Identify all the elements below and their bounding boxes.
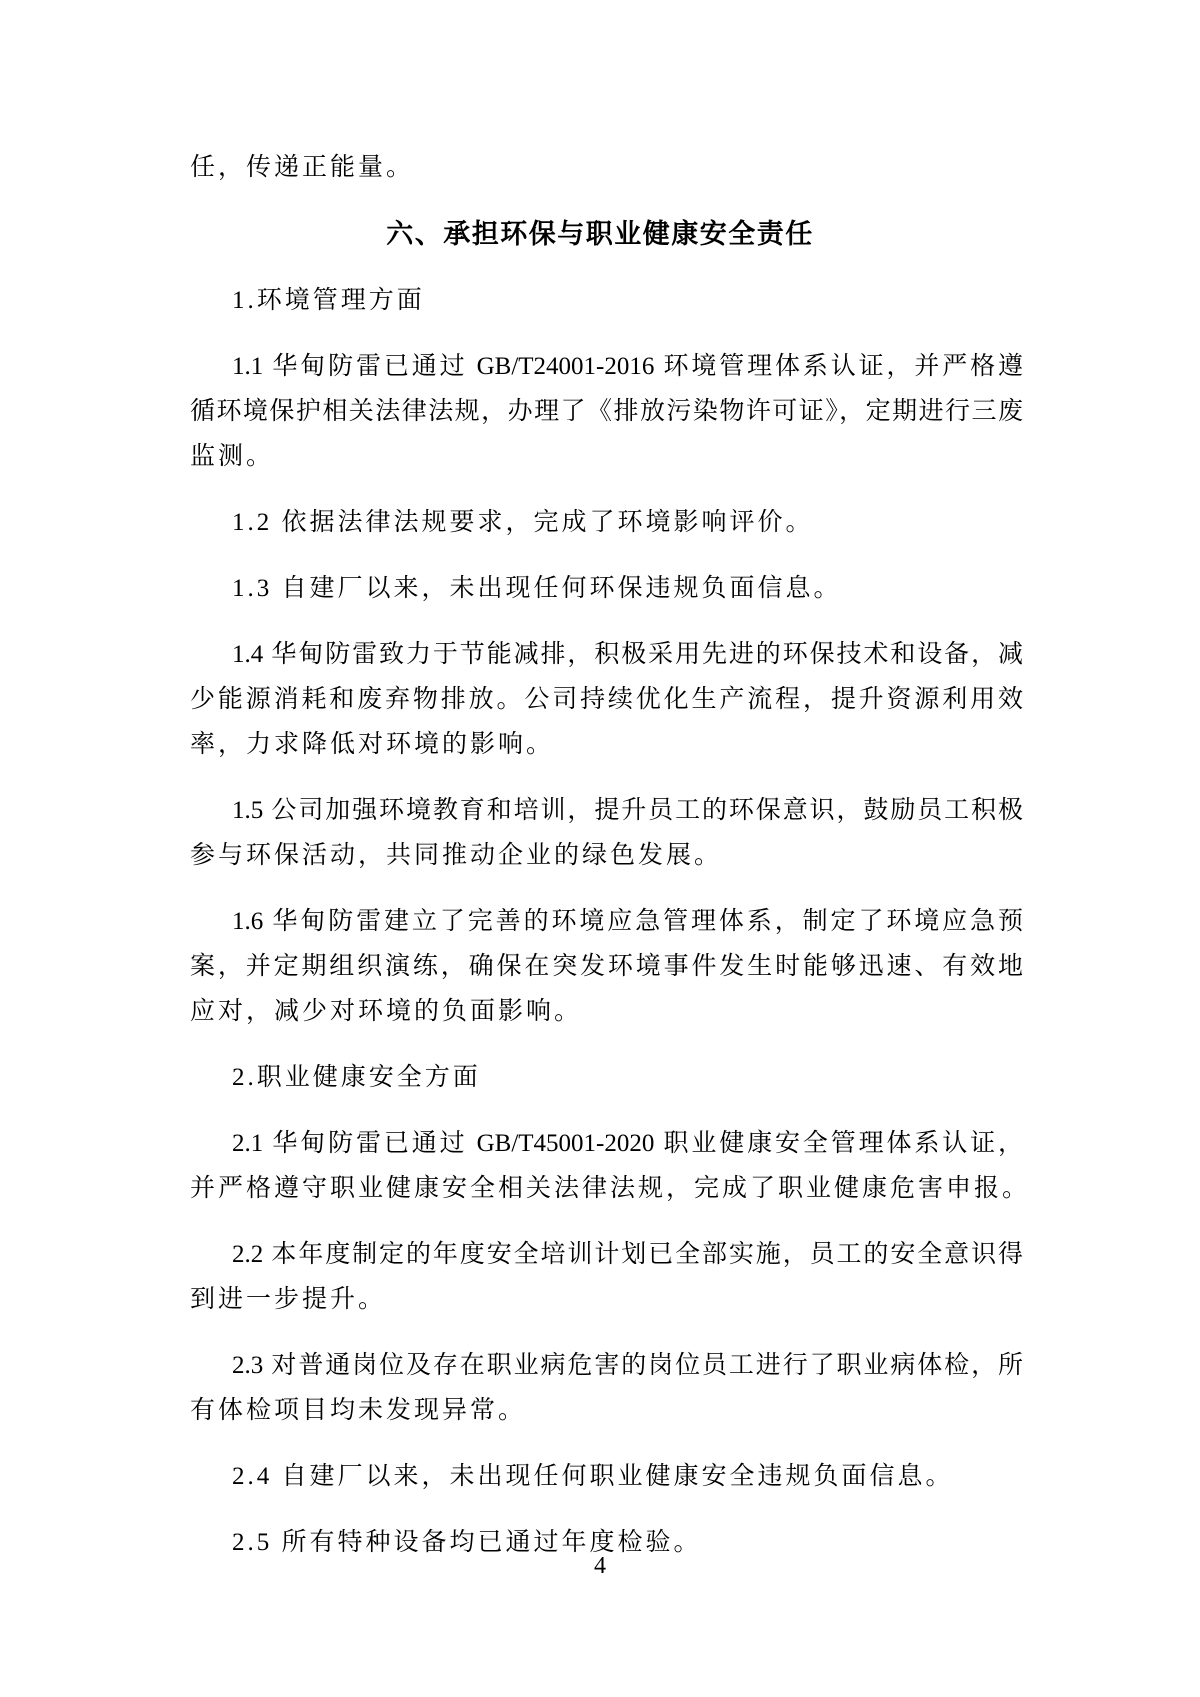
text-line: 1.环境管理方面 <box>232 287 425 314</box>
text-line: 2.3 对普通岗位及存在职业病危害的岗位员工进行了职业病体检，所 <box>232 1352 1023 1379</box>
para-2-4 <box>190 1454 1023 1499</box>
text-line: 并严格遵守职业健康安全相关法律法规，完成了职业健康危害申报。 <box>190 1175 1031 1202</box>
para-ohs-label <box>190 1055 1023 1100</box>
text-line: 有体检项目均未发现异常。 <box>190 1397 527 1424</box>
text-line: 1.3 自建厂以来，未出现任何环保违规负面信息。 <box>232 575 842 602</box>
text-line: 六、承担环保与职业健康安全责任 <box>386 219 814 249</box>
text-line: 2.1 华甸防雷已通过 GB/T45001-2020 职业健康安全管理体系认证， <box>232 1130 1023 1157</box>
para-2-1 <box>190 1121 1031 1211</box>
para-1-3 <box>190 566 1023 611</box>
text-line: 到进一步提升。 <box>190 1286 387 1313</box>
text-line: 2.职业健康安全方面 <box>232 1064 481 1091</box>
para-carryover <box>190 145 1023 190</box>
text-line: 1.1 华甸防雷已通过 GB/T24001-2016 环境管理体系认证，并严格遵 <box>232 353 1023 380</box>
text-line: 2.4 自建厂以来，未出现任何职业健康安全违规负面信息。 <box>232 1463 954 1490</box>
document-body <box>190 145 1031 1586</box>
text-line: 参与环保活动，共同推动企业的绿色发展。 <box>190 842 723 869</box>
para-1-6 <box>190 899 1023 1034</box>
text-line: 监测。 <box>190 443 275 470</box>
text-line: 率，力求降低对环境的影响。 <box>190 731 555 758</box>
text-line: 案，并定期组织演练，确保在突发环境事件发生时能够迅速、有效地 <box>190 953 1023 980</box>
text-line: 2.2 本年度制定的年度安全培训计划已全部实施，员工的安全意识得 <box>232 1241 1023 1268</box>
text-line: 1.6 华甸防雷建立了完善的环境应急管理体系，制定了环境应急预 <box>232 908 1023 935</box>
para-1-2 <box>190 500 1023 545</box>
text-line: 任，传递正能量。 <box>190 154 415 181</box>
text-line: 2.5 所有特种设备均已通过年度检验。 <box>232 1529 702 1556</box>
text-line: 循环境保护相关法律法规，办理了《排放污染物许可证》，定期进行三废 <box>190 398 1023 425</box>
text-line: 1.2 依据法律法规要求，完成了环境影响评价。 <box>232 509 814 536</box>
page-footer <box>0 1552 1200 1580</box>
text-line: 1.5 公司加强环境教育和培训，提升员工的环保意识，鼓励员工积极 <box>232 797 1023 824</box>
para-2-3 <box>190 1343 1023 1433</box>
para-1-1 <box>190 344 1023 479</box>
text-line: 应对，减少对环境的负面影响。 <box>190 998 583 1025</box>
para-2-2 <box>190 1232 1023 1322</box>
para-env-management-label <box>190 278 1023 323</box>
section-heading <box>190 211 1010 257</box>
para-1-5 <box>190 788 1023 878</box>
text-line: 少能源消耗和废弃物排放。公司持续优化生产流程，提升资源利用效 <box>190 686 1023 713</box>
page-number: 4 <box>594 1553 606 1579</box>
para-1-4 <box>190 632 1023 767</box>
text-line: 1.4 华甸防雷致力于节能减排，积极采用先进的环保技术和设备，减 <box>232 641 1023 668</box>
